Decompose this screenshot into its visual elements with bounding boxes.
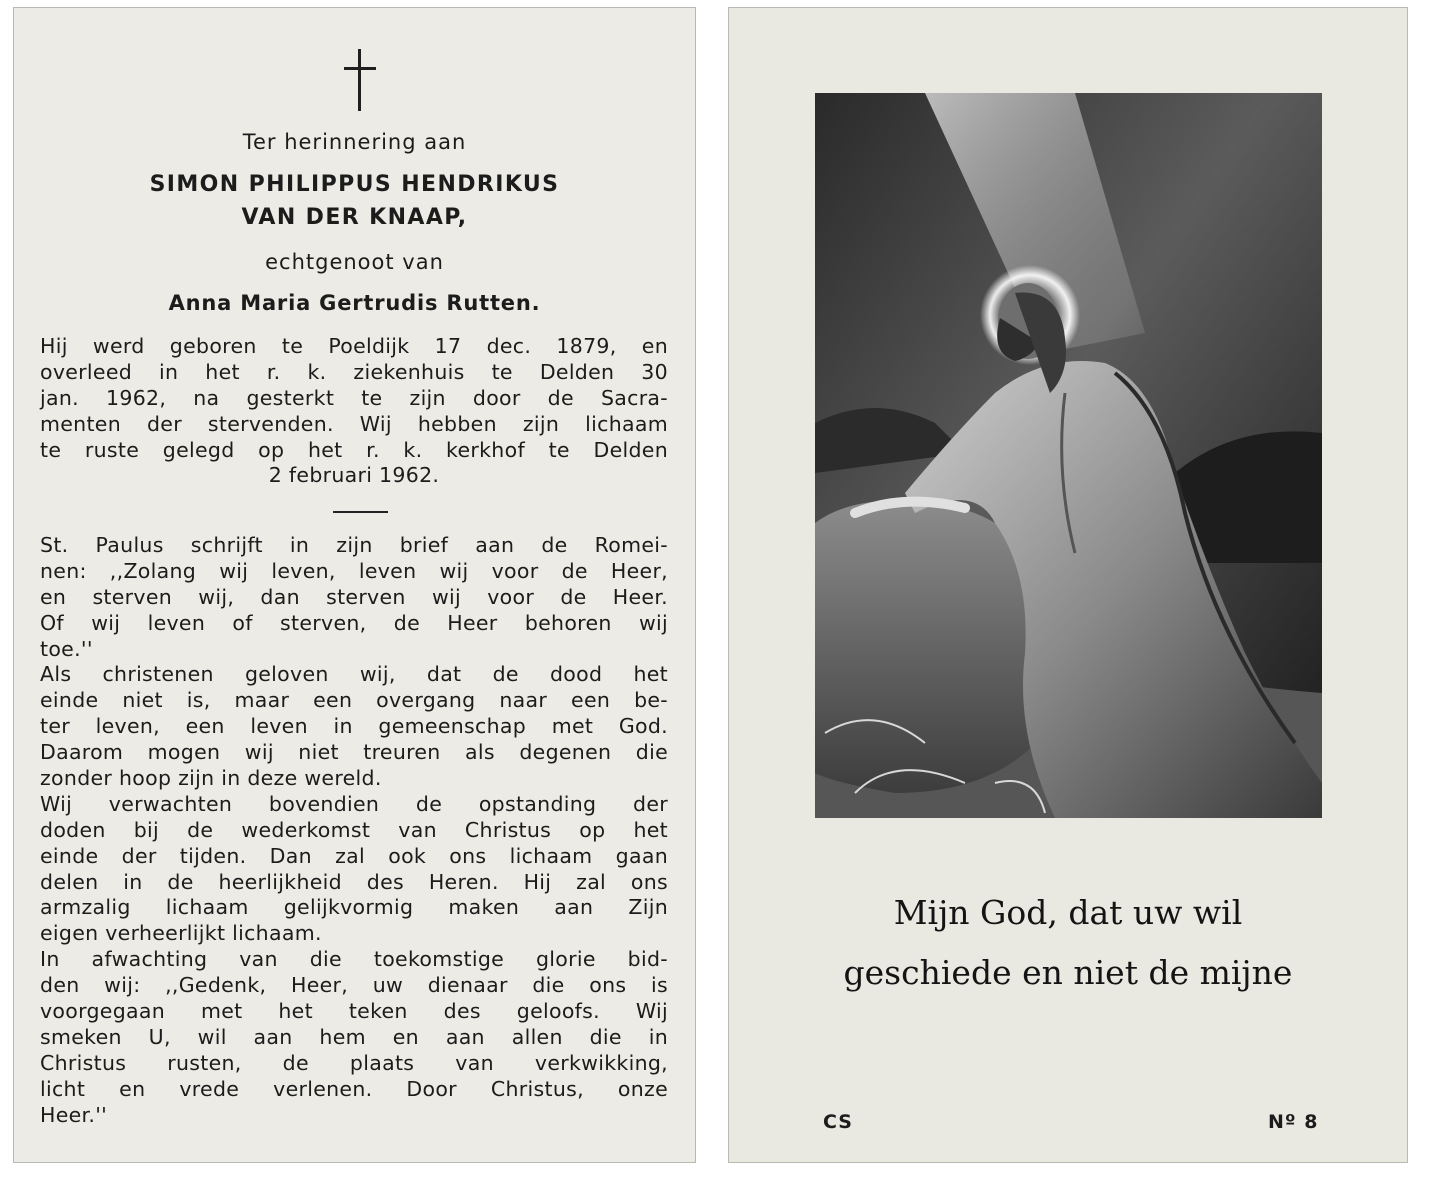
intro-line: Ter herinnering aan	[242, 130, 467, 154]
bio-line: overleed in het r. k. ziekenhuis te Delden 30	[40, 359, 668, 384]
bio-line: Hij werd geboren te Poeldijk 17 dec. 1879, en	[40, 334, 668, 358]
text-line: voorgegaan met het teken des geloofs. Wij	[40, 999, 668, 1024]
text-line: Heer.''	[40, 1102, 108, 1127]
memorial-card-image-side	[728, 7, 1408, 1163]
text-line: eigen verheerlijkt lichaam.	[40, 921, 322, 946]
publisher-mark: CS	[823, 1111, 853, 1133]
spouse-intro: echtgenoot van	[265, 250, 444, 274]
text-line: delen in de heerlijkheid des Heren. Hij zal ons	[40, 869, 668, 894]
text-line: Daarom mogen wij niet treuren als degenen die	[40, 740, 668, 765]
text-line: en sterven wij, dan sterven wij voor de Heer.	[40, 584, 668, 609]
bio-line: jan. 1962, na gesterkt te zijn door de Sacra-	[40, 385, 668, 410]
scripture-text	[40, 533, 668, 1128]
bio-line: 2 februari 1962.	[268, 463, 440, 488]
cross-icon	[344, 49, 376, 113]
bio-line: menten der stervenden. Wij hebben zijn lichaam	[40, 411, 668, 436]
text-line: ter leven, een leven in gemeenschap met God.	[40, 714, 668, 739]
spouse-name: Anna Maria Gertrudis Rutten.	[168, 291, 541, 315]
text-line: doden bij de wederkomst van Christus op het	[40, 817, 668, 842]
bio-line: te ruste gelegd op het r. k. kerkhof te Delden	[40, 437, 668, 462]
text-line: zonder hoop zijn in deze wereld.	[40, 766, 382, 791]
text-line: Christus rusten, de plaats van verkwikking,	[40, 1050, 668, 1075]
biography-paragraph	[40, 334, 668, 489]
text-line: In afwachting van die toekomstige glorie bid-	[40, 947, 668, 972]
text-line: Of wij leven of sterven, de Heer behoren wij	[40, 610, 668, 635]
text-line: St. Paulus schrijft in zijn brief aan de Romei-	[40, 533, 668, 557]
text-line: Wij verwachten bovendien de opstanding der	[40, 791, 668, 816]
divider	[333, 511, 388, 513]
text-line: einde der tijden. Dan zal ook ons lichaam gaan	[40, 843, 668, 868]
text-line: Als christenen geloven wij, dat de dood het	[40, 662, 668, 687]
text-line: toe.''	[40, 636, 93, 661]
text-line: smeken U, wil aan hem en aan allen die in	[40, 1024, 668, 1049]
deceased-name-line1: SIMON PHILIPPUS HENDRIKUS	[149, 172, 560, 197]
card-number: Nº 8	[1268, 1111, 1319, 1133]
text-line: armzalig lichaam gelijkvormig maken aan Zijn	[40, 895, 668, 920]
text-line: licht en vrede verlenen. Door Christus, onze	[40, 1076, 668, 1101]
deceased-name-line2: VAN DER KNAAP,	[241, 205, 468, 230]
prayer-line2: geschiede en niet de mijne	[843, 953, 1293, 992]
prayer-line1: Mijn God, dat uw wil	[893, 893, 1243, 932]
memorial-card-text-side	[13, 7, 696, 1163]
text-line: einde niet is, maar een overgang naar een be-	[40, 688, 668, 713]
text-line: den wij: ,,Gedenk, Heer, uw dienaar die ons is	[40, 973, 668, 998]
text-line: nen: ,,Zolang wij leven, leven wij voor de Heer,	[40, 558, 668, 583]
christ-praying-gethsemane-image	[815, 93, 1322, 818]
